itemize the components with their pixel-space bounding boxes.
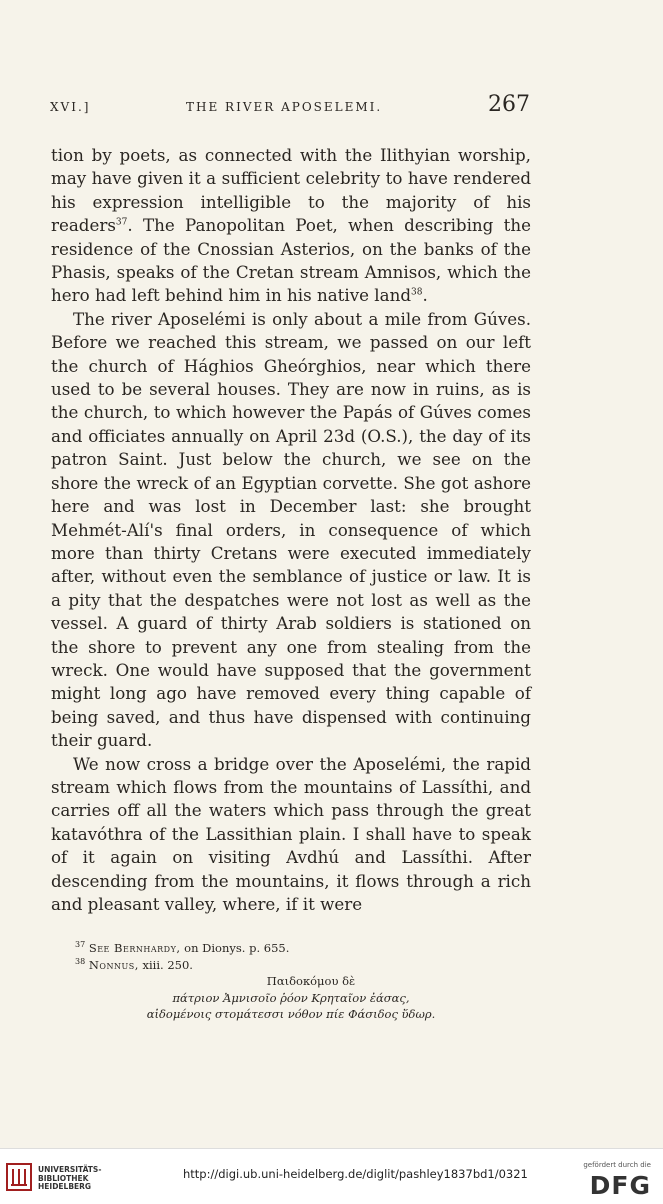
university-library-logo-icon[interactable] bbox=[6, 1163, 32, 1191]
permalink-url[interactable]: http://digi.ub.uni-heidelberg.de/diglit/pashley1837bd1/0321 bbox=[183, 1167, 528, 1181]
dfg-logo[interactable]: DFG bbox=[589, 1171, 651, 1200]
running-header bbox=[50, 92, 530, 122]
footnote-ref-37[interactable]: 37 bbox=[115, 217, 128, 228]
paragraph-3: We now cross a bridge over the Aposelémi, the rapid stream which flows from the mountains of Lassíthi, and carries off all the waters which pass through the great katavóthra of the Lassithian plain. I shall have to speak of it again on visiting Avdhú and Lassíthi. After descending from the mountains, it flows through a rich and pleasant valley, where, if it were bbox=[51, 753, 531, 914]
page-number: 267 bbox=[488, 92, 530, 117]
footnote-ref-38[interactable]: 38 bbox=[411, 287, 423, 298]
greek-line: Παιδοκόμου δὲ bbox=[266, 974, 356, 988]
footnotes bbox=[51, 940, 531, 1023]
greek-quotation bbox=[51, 973, 531, 1023]
body-text bbox=[51, 144, 531, 916]
footnote-37: $^{37}$ See Bernhardy, on Dionys. p. 655. bbox=[75, 940, 290, 955]
paragraph-2: The river Aposelémi is only about a mile from Gúves. Before we reached this stream, we passed on our left the church of Hághios Gheórghios, near which there used to be several houses. They are now in ruins, as is the church, to which however the Papás of Gúves comes and officiates annually on April 23d (O.S.), the day of its patron Saint. Just below the church, we see on the shore the wreck of an Egyptian corvette. She got ashore here and was lost in December last: she brought Mehmét-Alí's final orders, in consequence of which more than thirty Cretans were executed immediately after, without even the semblance of justice or law. It is a pity that the despatches were not lost as well as the vessel. A guard of thirty Arab soldiers is stationed on the shore to prevent any one from stealing from the wreck. One would have supposed that the government might long ago have removed every thing capable of being saved, and thus have dispensed with continuing their guard. bbox=[51, 308, 531, 751]
viewer-footer bbox=[0, 1148, 663, 1204]
chapter-number: XVI.] bbox=[50, 100, 91, 114]
paragraph-1: tion by poets, as connected with the Ilithyian worship, may have given it a sufficient celebrity to have rendered his expression intelligible to the majority of his readers$^{37}$. The Panopolitan Poet, when describing the residence of the Cnossian Asterios, on the banks of the Phasis, speaks of the Cretan stream Amnisos, which the hero had left behind him in his native land$^{38}$. bbox=[51, 145, 531, 306]
greek-line: πάτριον Ἀμνισοῖο ῥόον Κρηταῖον ἐάσας, bbox=[172, 990, 410, 1005]
footnote-38: $^{38}$ Nonnus, xiii. 250. bbox=[75, 956, 193, 972]
greek-line: αἰδομένοις στομάτεσσι νόθον πίε Φάσιδος ὕδωρ. bbox=[146, 1007, 436, 1021]
running-title: THE RIVER APOSELEMI. bbox=[186, 100, 383, 114]
library-name: UNIVERSITÄTS- BIBLIOTHEK HEIDELBERG bbox=[38, 1165, 102, 1191]
funding-note: gefördert durch die bbox=[583, 1161, 651, 1169]
